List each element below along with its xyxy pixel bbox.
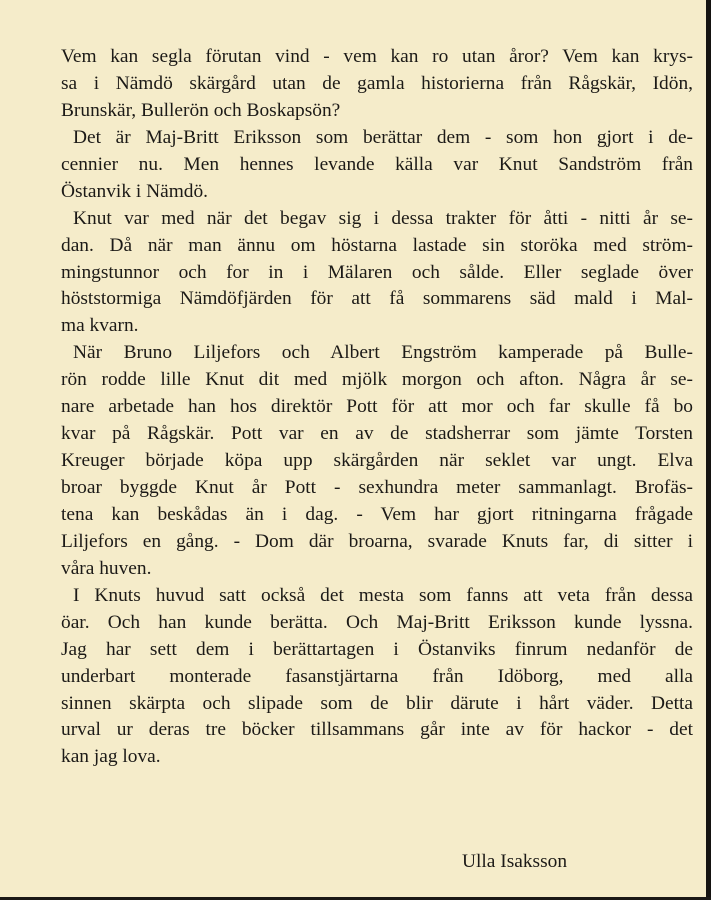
text-line: Vem kan segla förutan vind - vem kan ro utan åror? Vem kan krys- — [61, 46, 693, 67]
text-line: underbart monterade fasanstjärtarna från Idöborg, med alla — [61, 665, 693, 687]
text-line: Brunskär, Bullerön och Boskapsön? — [61, 99, 341, 121]
text-line: sinnen skärpta och slipade som de blir därute i hårt väder. Detta — [61, 692, 693, 714]
text-line: Knut var med när det begav sig i dessa trakter för åtti - nitti år se- — [73, 207, 693, 229]
text-line: kan jag lova. — [61, 746, 161, 768]
text-line: Liljefors en gång. - Dom där broarna, svarade Knuts far, di sitter i — [61, 530, 693, 552]
text-line: kvar på Rågskär. Pott var en av de stadsherrar som jämte Torsten — [61, 423, 693, 445]
text-line: nare arbetade han hos direktör Pott för att mor och far skulle få bo — [61, 396, 693, 418]
text-line: cennier nu. Men hennes levande källa var Knut Sandström från — [61, 153, 693, 175]
text-line: sa i Nämdö skärgård utan de gamla historierna från Rågskär, Idön, — [61, 72, 693, 94]
text-line: dan. Då när man ännu om höstarna lastade sin storöka med ström- — [61, 234, 693, 256]
text-line: När Bruno Liljefors och Albert Engström kamperade på Bulle- — [73, 342, 693, 364]
body-text — [61, 44, 693, 771]
scan-edge-right — [706, 0, 711, 900]
text-line: broar byggde Knut år Pott - sexhundra meter sammanlagt. Brofäs- — [61, 477, 693, 498]
text-line: ma kvarn. — [61, 315, 139, 337]
text-line: öar. Och han kunde berätta. Och Maj-Britt Eriksson kunde lyssna. — [61, 611, 693, 633]
text-line: mingstunnor och for in i Mälaren och sålde. Eller seglade över — [61, 261, 693, 283]
text-line: våra huven. — [61, 557, 152, 579]
text-line: tena kan beskådas än i dag. - Vem har gjort ritningarna frågade — [61, 503, 693, 525]
text-line: rön rodde lille Knut dit med mjölk morgon och afton. Några år se- — [61, 369, 693, 391]
text-line: höststormiga Nämdöfjärden för att få sommarens säd mald i Mal- — [61, 288, 693, 310]
signature: Ulla Isaksson — [462, 851, 568, 872]
text-line: Jag har sett dem i berättartagen i Östanviks finrum nedanför de — [61, 638, 693, 660]
text-line: Östanvik i Nämdö. — [61, 180, 209, 202]
text-line: Kreuger började köpa upp skärgården när seklet var ungt. Elva — [61, 450, 693, 472]
text-line: I Knuts huvud satt också det mesta som fanns att veta från dessa — [73, 584, 693, 606]
text-line: urval ur deras tre böcker tillsammans går inte av för hackor - det — [61, 719, 693, 741]
text-line: Det är Maj-Britt Eriksson som berättar dem - som hon gjort i de- — [73, 126, 693, 148]
